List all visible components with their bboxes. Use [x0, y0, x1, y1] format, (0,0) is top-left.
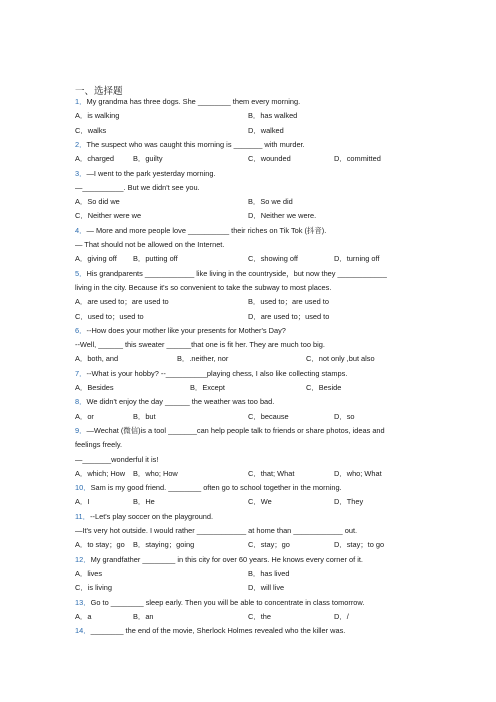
option-b: B．an	[133, 611, 154, 621]
question-number: 6．	[75, 325, 87, 335]
option-c: C．walks	[75, 125, 107, 135]
question-text: My grandma has three dogs. She ________ them every morning.	[86, 97, 301, 106]
option-c: C．the	[248, 611, 272, 621]
question-stem	[75, 598, 364, 608]
option-c: C．showing off	[248, 254, 298, 264]
option-d: D．/	[334, 611, 349, 621]
option-d: D．They	[334, 497, 364, 507]
option-c: C．because	[248, 411, 289, 421]
option-d: D．walked	[248, 125, 284, 135]
option-a: A．lives	[75, 568, 103, 578]
question-line: — That should not be allowed on the Internet.	[75, 240, 225, 249]
option-d: D．will live	[248, 583, 285, 593]
option-b: B．Except	[190, 383, 225, 392]
question-line: —It's very hot outside. I would rather ____________ at home than ____________ out.	[75, 526, 358, 535]
option-b: B．but	[133, 411, 156, 421]
question-line: feelings freely.	[75, 440, 123, 450]
question-stem	[75, 140, 305, 150]
question-text: --How does your mother like your presents for Mother's Day?	[86, 325, 286, 335]
option-b: B．who; How	[133, 468, 178, 478]
option-b: B．used to；are used to	[248, 297, 329, 307]
option-c: C．We	[248, 497, 272, 507]
option-d: D．turning off	[334, 254, 380, 264]
question-text: My grandfather ________ in this city for over 60 years. He knows every corner of it.	[90, 554, 363, 564]
question-text: We didn't enjoy the day ______ the weather was too bad.	[86, 397, 275, 407]
option-c: C．not only ,but also	[306, 354, 375, 364]
option-a: A．to stay；go	[75, 540, 125, 550]
option-a: A．giving off	[75, 254, 117, 264]
question-stem	[75, 426, 385, 436]
option-b: B．has lived	[248, 568, 290, 578]
question-number: 13．	[75, 597, 91, 607]
option-d: D．committed	[334, 154, 381, 164]
question-stem	[75, 483, 342, 493]
question-text: The suspect who was caught this morning is _______ with murder.	[86, 139, 305, 149]
option-c: C．stay；go	[248, 540, 290, 550]
option-a: A．both, and	[75, 354, 119, 364]
question-number: 1．	[75, 97, 87, 106]
question-text: —Wechat (微信)is a tool _______can help people talk to friends or share photos, ideas and	[86, 425, 385, 435]
option-b: B．putting off	[133, 254, 178, 264]
question-stem	[75, 369, 347, 379]
question-stem	[75, 226, 326, 236]
option-a: A．Besides	[75, 383, 114, 392]
option-b: B．.neither, nor	[177, 354, 229, 364]
question-stem	[75, 169, 216, 179]
question-number: 5．	[75, 268, 87, 278]
option-a: A．which; How	[75, 468, 126, 478]
option-d: D．are used to；used to	[248, 311, 330, 321]
question-stem	[75, 326, 286, 336]
question-line: —__________. But we didn't see you.	[75, 182, 200, 192]
option-d: D．Neither we were.	[248, 211, 317, 221]
question-stem	[75, 555, 363, 565]
option-d: D．so	[334, 411, 355, 421]
question-text: His grandparents ____________ like living in the countryside，but now they ____________	[86, 268, 387, 278]
question-number: 2．	[75, 139, 87, 149]
option-d: D．who; What	[334, 468, 382, 478]
section-title: 一、选择题	[75, 86, 123, 97]
question-stem	[75, 97, 300, 107]
option-d: D．stay；to go	[334, 540, 385, 550]
option-b: B．So we did	[248, 197, 293, 207]
option-a: A．or	[75, 411, 94, 421]
question-text: —I went to the park yesterday morning.	[86, 168, 216, 178]
question-number: 12．	[75, 554, 91, 564]
option-c: C．used to；used to	[75, 311, 144, 321]
option-a: A．charged	[75, 154, 115, 164]
question-line: living in the city. Because it's so convenient to take the subway to most places.	[75, 282, 332, 292]
question-number: 7．	[75, 368, 87, 378]
option-a: A．So did we	[75, 197, 120, 207]
option-a: A．a	[75, 611, 92, 621]
question-number: 14．	[75, 626, 91, 636]
question-text: Sam is my good friend. ________ often go to school together in the morning.	[90, 483, 342, 493]
question-line: —_______wonderful it is!	[75, 454, 159, 464]
question-text: --Let's play soccer on the playground.	[90, 511, 214, 521]
option-a: A．is walking	[75, 111, 120, 121]
option-b: B．He	[133, 497, 155, 507]
option-c: C．is living	[75, 583, 112, 593]
question-number: 9．	[75, 425, 87, 435]
question-line: --Well, ______ this sweater ______that one is fit her. They are much too big.	[75, 340, 325, 350]
question-number: 11．	[75, 511, 91, 521]
option-c: C．Beside	[306, 383, 342, 392]
question-number: 10．	[75, 483, 91, 493]
question-text: Go to ________ sleep early. Then you will be able to concentrate in class tomorrow.	[90, 597, 365, 607]
option-c: C．Neither were we	[75, 211, 142, 221]
option-c: C．wounded	[248, 154, 291, 164]
question-stem	[75, 269, 387, 279]
question-text: — More and more people love __________ their riches on Tik Tok (抖音).	[86, 225, 327, 235]
question-stem	[75, 512, 213, 522]
option-a: A．are used to；are used to	[75, 297, 169, 307]
option-c: C．that; What	[248, 468, 295, 478]
option-b: B．has walked	[248, 111, 298, 121]
question-stem	[75, 397, 274, 407]
question-number: 8．	[75, 397, 87, 407]
question-text: --What is your hobby? --__________playing chess, I also like collecting stamps.	[86, 368, 348, 378]
option-b: B．staying；going	[133, 540, 195, 550]
option-b: B．guilty	[133, 154, 163, 164]
question-stem	[75, 626, 345, 636]
option-a: A．I	[75, 497, 90, 507]
question-number: 3．	[75, 168, 87, 178]
question-text: ________ the end of the movie, Sherlock Holmes revealed who the killer was.	[90, 626, 346, 636]
question-number: 4．	[75, 225, 87, 235]
